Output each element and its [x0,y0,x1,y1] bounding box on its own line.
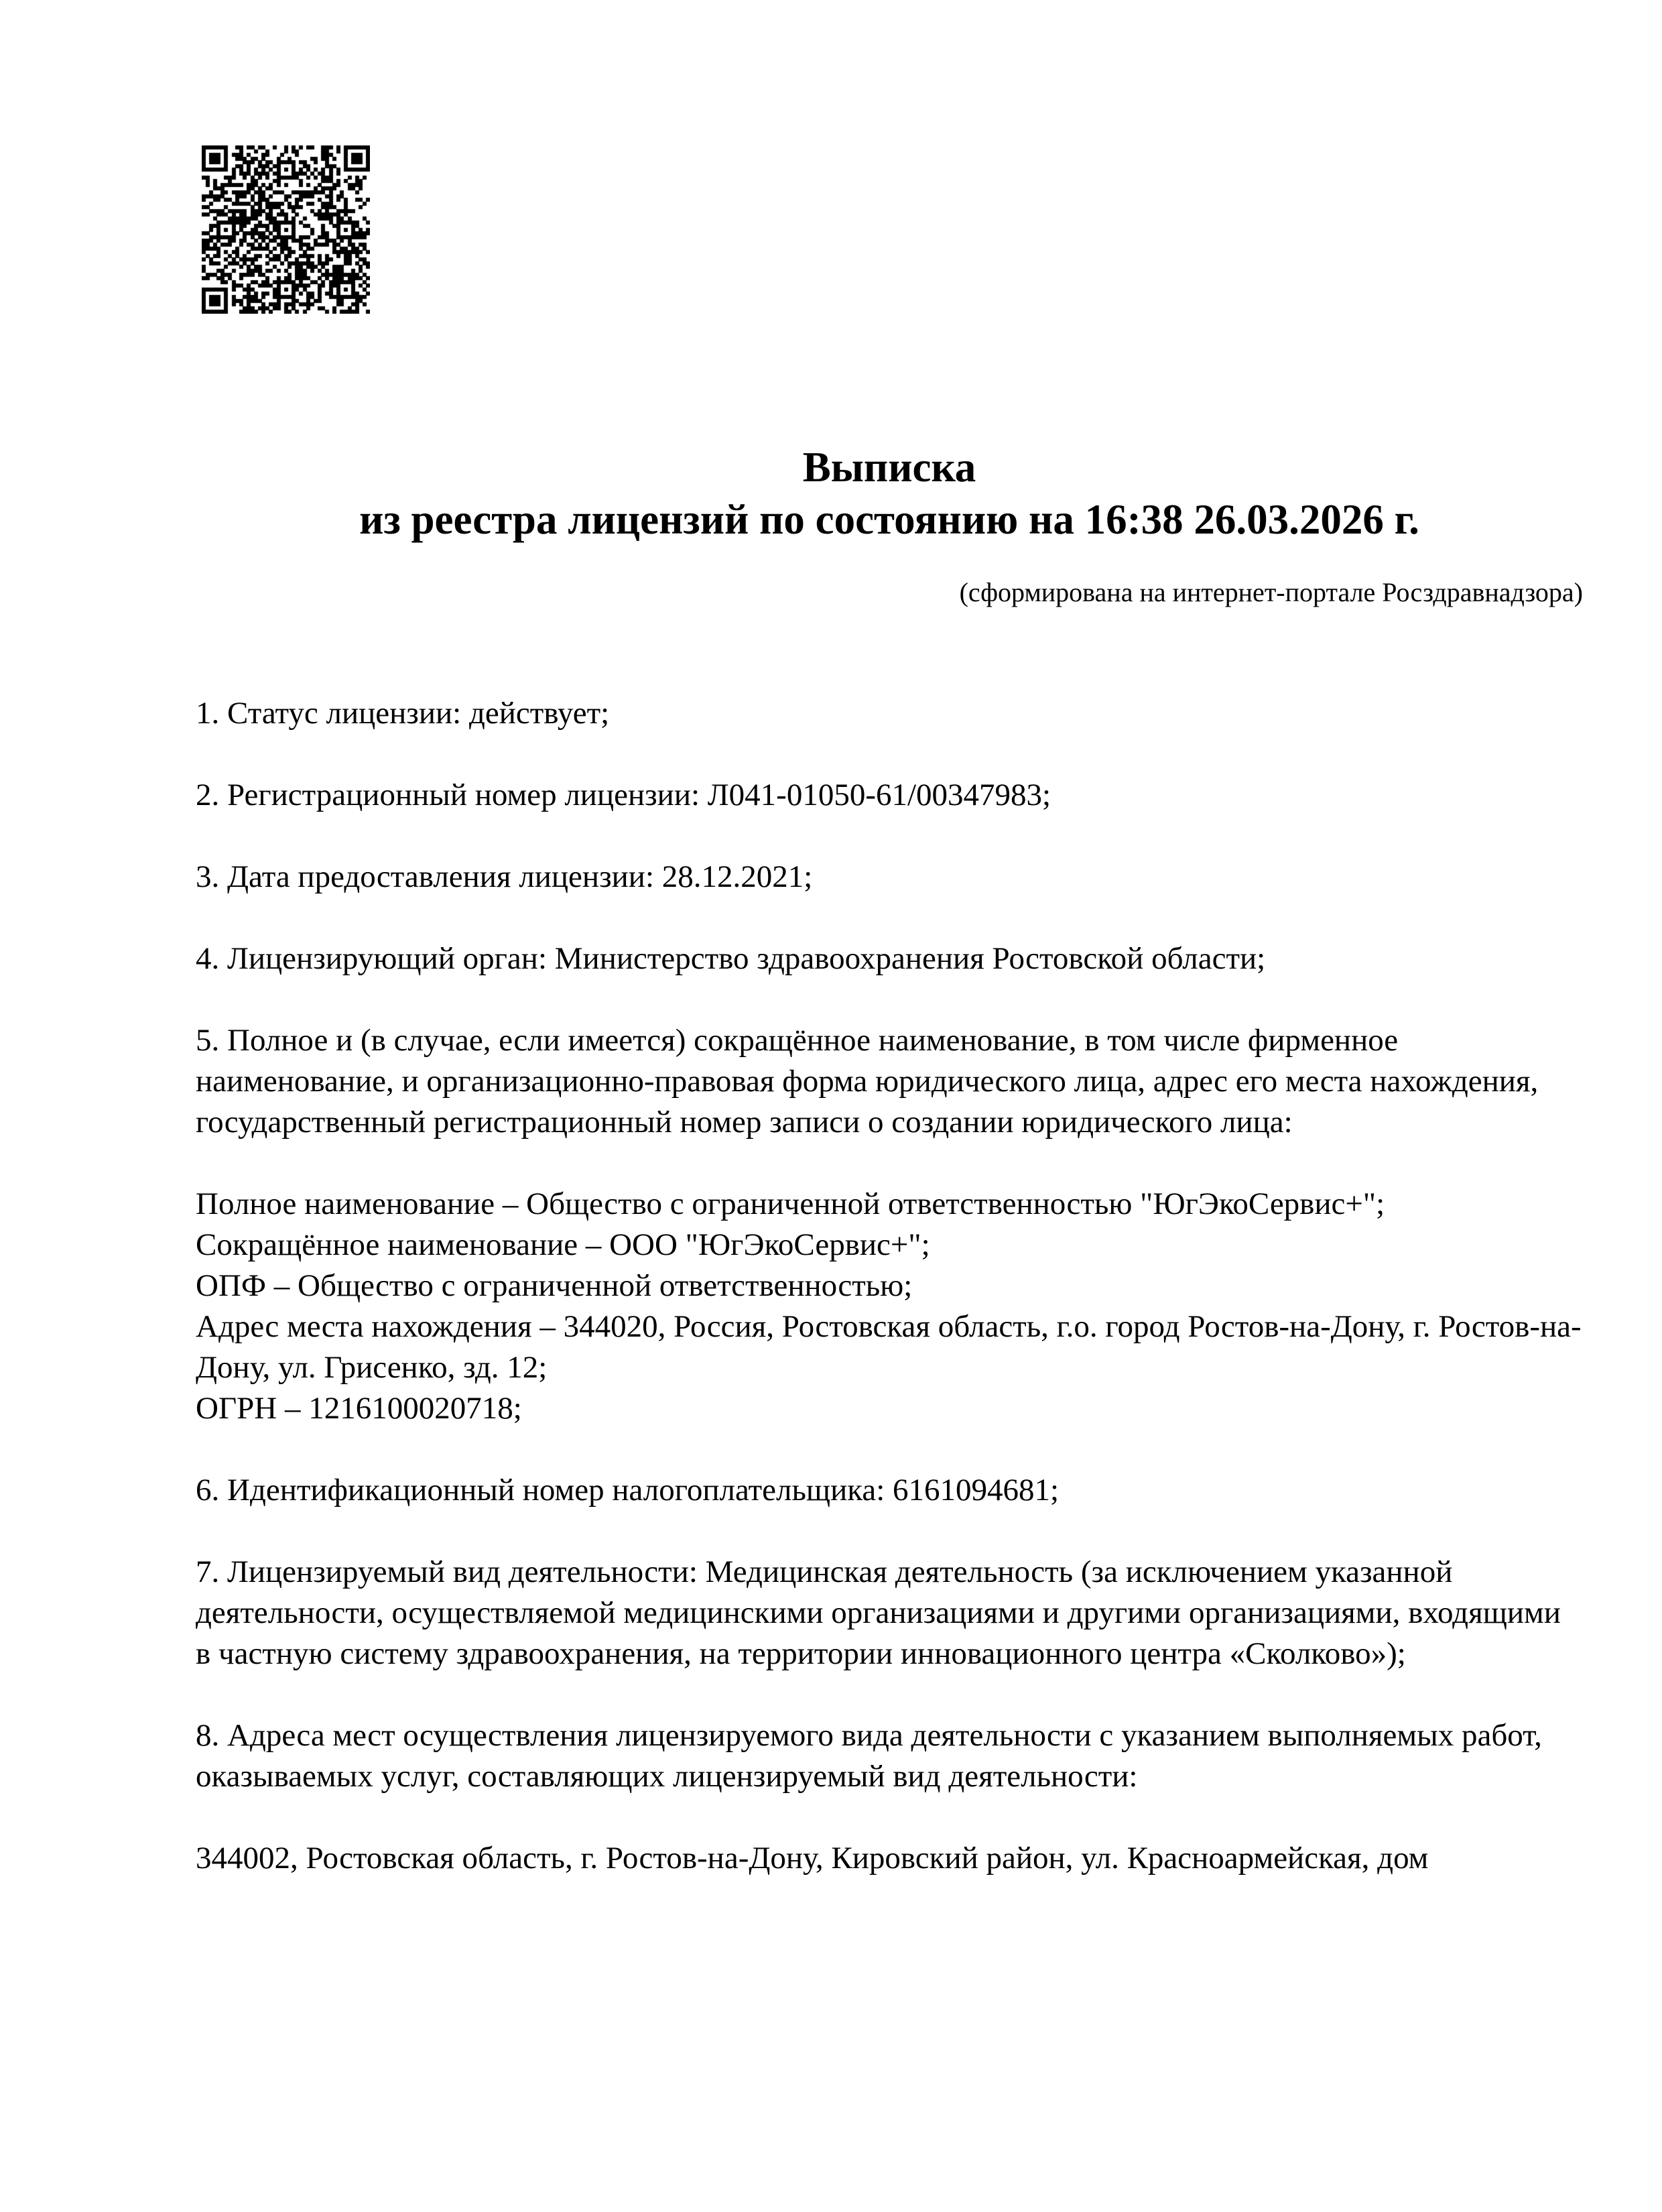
paragraph-line: 4. Лицензирующий орган: Министерство здравоохранения Ростовской области; [196,941,1266,976]
paragraph-line: 5. Полное и (в случае, если имеется) сокращённое наименование, в том числе фирменное наименование, и организационно-правовая форма юридического лица, адрес его места нахождения, государственный регистрационный номер записи о создании юридического лица: [196,1023,1539,1140]
paragraph-line: ОГРН – 1216100020718; [196,1391,522,1426]
page-title [196,441,1583,546]
paragraph-line: 6. Идентификационный номер налогоплательщика: 6161094681; [196,1473,1060,1508]
paragraph-line: 344002, Ростовская область, г. Ростов-на-Дону, Кировский район, ул. Красноармейская, дом [196,1841,1429,1876]
paragraph-line: ОПФ – Общество с ограниченной ответственностью; [196,1268,913,1303]
paragraph-line: 7. Лицензируемый вид деятельности: Медицинская деятельность (за исключением указанной деятельности, осуществляемой медицинскими организациями и другими организациями, входящими в частную систему здравоохранения, на территории инновационного центра «Сколково»); [196,1554,1561,1671]
title-line-1: Выписка [802,444,976,491]
paragraph-line: 2. Регистрационный номер лицензии: Л041-01050-61/00347983; [196,778,1051,812]
paragraph-line: 8. Адреса мест осуществления лицензируемого вида деятельности с указанием выполняемых работ, оказываемых услуг, составляющих лицензируемый вид деятельности: [196,1718,1542,1794]
text-block [196,1715,1583,1797]
document-body [196,693,1583,1879]
text-block [196,1184,1583,1429]
document-content [0,441,1662,1879]
text-block [196,938,1583,979]
subtitle: (сформирована на интернет-портале Росздравнадзора) [959,577,1583,607]
title-line-2: из реестра лицензий по состоянию на 16:38 26.03.2026 г. [359,496,1419,543]
qr-code [202,145,370,314]
text-block [196,1552,1583,1674]
text-block [196,1838,1583,1879]
text-block [196,1470,1583,1511]
paragraph-line: Сокращённое наименование – ООО "ЮгЭкоСервис+"; [196,1227,930,1262]
text-block [196,1020,1583,1143]
text-block [196,775,1583,816]
paragraph-line: 3. Дата предоставления лицензии: 28.12.2021; [196,859,813,894]
text-block [196,693,1583,734]
paragraph-line: Адрес места нахождения – 344020, Россия, Ростовская область, г.о. город Ростов-на-Дону, г. Ростов-на-Дону, ул. Грисенко, зд. 12; [196,1309,1582,1385]
paragraph-line: Полное наименование – Общество с ограниченной ответственностью "ЮгЭкоСервис+"; [196,1186,1385,1221]
text-block [196,857,1583,898]
paragraph-line: 1. Статус лицензии: действует; [196,696,610,731]
